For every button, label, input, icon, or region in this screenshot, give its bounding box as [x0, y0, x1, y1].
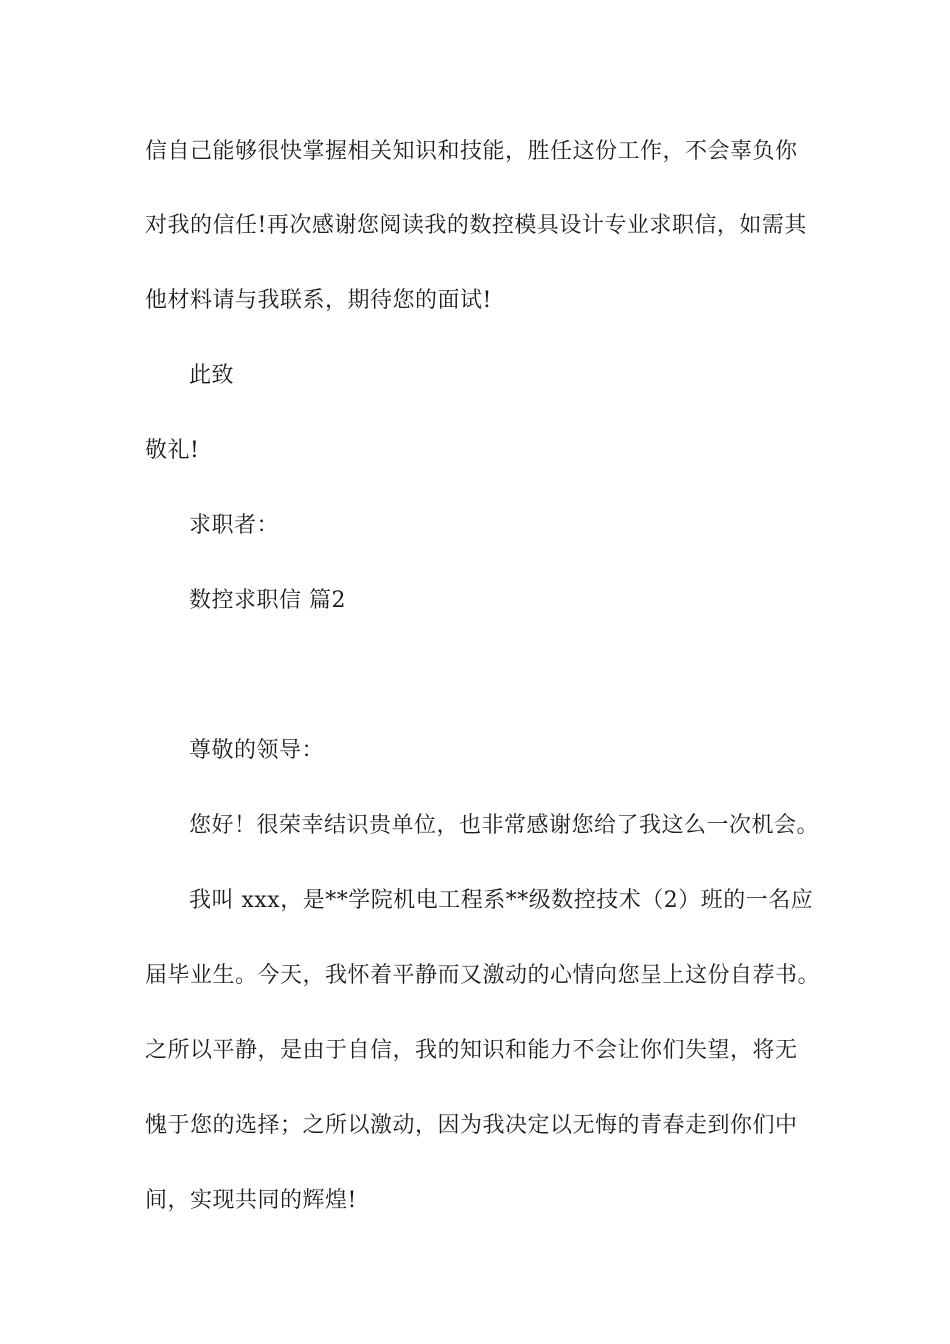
closing-phrase: 此致	[189, 363, 235, 388]
body-text-line: 之所以平静，是由于自信，我的知识和能力不会让你们失望，将无	[145, 1038, 798, 1063]
body-text-line: 信自己能够很快掌握相关知识和技能，胜任这份工作，不会辜负你	[145, 139, 798, 164]
body-text-line: 我叫 xxx，是**学院机电工程系**级数控技术（2）班的一名应	[189, 888, 814, 913]
body-text-line: 他材料请与我联系，期待您的面试!	[145, 288, 492, 313]
opening-line: 您好！很荣幸结识贵单位，也非常感谢您给了我这么一次机会。	[189, 813, 820, 838]
signature-label: 求职者：	[189, 513, 280, 538]
greeting: 尊敬的领导：	[189, 738, 325, 763]
body-text-line: 愧于您的选择；之所以激动，因为我决定以无悔的青春走到你们中	[145, 1113, 798, 1138]
section-heading: 数控求职信 篇2	[189, 588, 346, 613]
body-text-line: 对我的信任!再次感谢您阅读我的数控模具设计专业求职信，如需其	[145, 213, 807, 238]
body-text-line: 届毕业生。今天，我怀着平静而又激动的心情向您呈上这份自荐书。	[145, 963, 821, 988]
body-text-line: 间，实现共同的辉煌!	[145, 1188, 357, 1213]
salutation: 敬礼!	[145, 438, 200, 463]
